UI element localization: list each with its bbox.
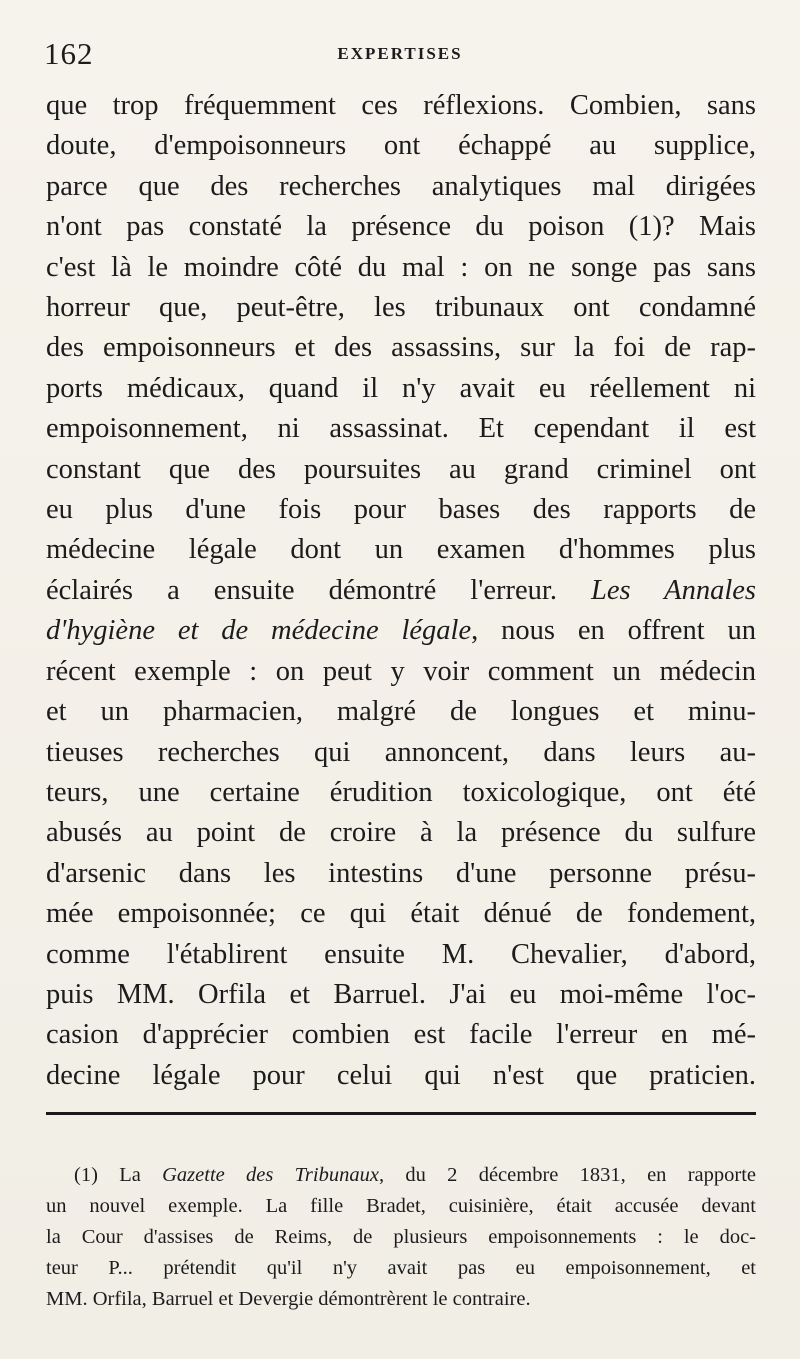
footnote-line: [46, 1160, 756, 1191]
text-line: puis MM. Orfila et Barruel. J'ai eu moi-même l'oc-: [46, 978, 756, 1010]
text-line: que trop fréquemment ces réflexions. Combien, sans: [46, 90, 756, 121]
text-line: parce que des recherches analytiques mal dirigées: [46, 170, 756, 202]
text-line: constant que des poursuites au grand criminel ont: [46, 453, 756, 485]
journal-title-part: Les Annales: [591, 574, 756, 606]
text-line: récent exemple : on peut y voir comment un médecin: [46, 655, 756, 687]
text-line: comme l'établirent ensuite M. Chevalier, d'abord,: [46, 938, 756, 970]
text-line: et un pharmacien, malgré de longues et minu-: [46, 696, 756, 728]
journal-title-part: d'hygiène et de médecine légale: [46, 615, 472, 647]
text-line: médecine légale dont un examen d'hommes plus: [46, 534, 756, 566]
text-line: empoisonnement, ni assassinat. Et cependant il est: [46, 413, 756, 445]
text-line: mée empoisonnée; ce qui était dénué de fondement,: [46, 898, 756, 930]
text-line-mixed: [46, 571, 756, 611]
text-line-mixed: [46, 611, 756, 651]
footnote-marker: (1) La: [74, 1164, 141, 1186]
text-line: c'est là le moindre côté du mal : on ne songe pas sans: [46, 251, 756, 283]
text-line: eu plus d'une fois pour bases des rapports de: [46, 494, 756, 526]
body-text: [46, 86, 756, 1096]
page-header: [44, 36, 756, 76]
footnote-text: , du 2 décembre 1831, en rapporte: [378, 1164, 757, 1186]
text-line: casion d'apprécier combien est facile l'erreur en mé-: [46, 1019, 756, 1051]
text-line: decine légale pour celui qui n'est que praticien.: [46, 1059, 756, 1091]
text-line: tieuses recherches qui annoncent, dans leurs au-: [46, 736, 756, 768]
text-line: des empoisonneurs et des assassins, sur la foi de rap-: [46, 332, 756, 364]
text-span: , nous en offrent un: [471, 615, 756, 647]
text-line: doute, d'empoisonneurs ont échappé au supplice,: [46, 130, 756, 162]
running-head: EXPERTISES: [337, 44, 463, 63]
footnote-divider: [46, 1112, 756, 1115]
text-line: abusés au point de croire à la présence du sulfure: [46, 817, 756, 849]
footnote-line: la Cour d'assises de Reims, de plusieurs empoisonnements : le doc-: [46, 1226, 756, 1248]
text-line: n'ont pas constaté la présence du poison (1)? Mais: [46, 211, 756, 243]
text-line: d'arsenic dans les intestins d'une personne présu-: [46, 857, 756, 889]
text-line: horreur que, peut-être, les tribunaux ont condamné: [46, 292, 756, 324]
text-line: teurs, une certaine érudition toxicologique, ont été: [46, 776, 756, 808]
footnote-line: MM. Orfila, Barruel et Devergie démontrèrent le contraire.: [46, 1288, 531, 1310]
footnote-journal-title: Gazette des Tribunaux: [162, 1164, 379, 1186]
footnote: [46, 1160, 756, 1315]
footnote-line: teur P... prétendit qu'il n'y avait pas eu empoisonnement, et: [46, 1257, 756, 1279]
footnote-line: un nouvel exemple. La fille Bradet, cuisinière, était accusée devant: [46, 1195, 756, 1217]
page-number: 162: [44, 36, 94, 71]
text-span: éclairés a ensuite démontré l'erreur.: [46, 574, 557, 606]
text-line: ports médicaux, quand il n'y avait eu réellement ni: [46, 372, 756, 404]
